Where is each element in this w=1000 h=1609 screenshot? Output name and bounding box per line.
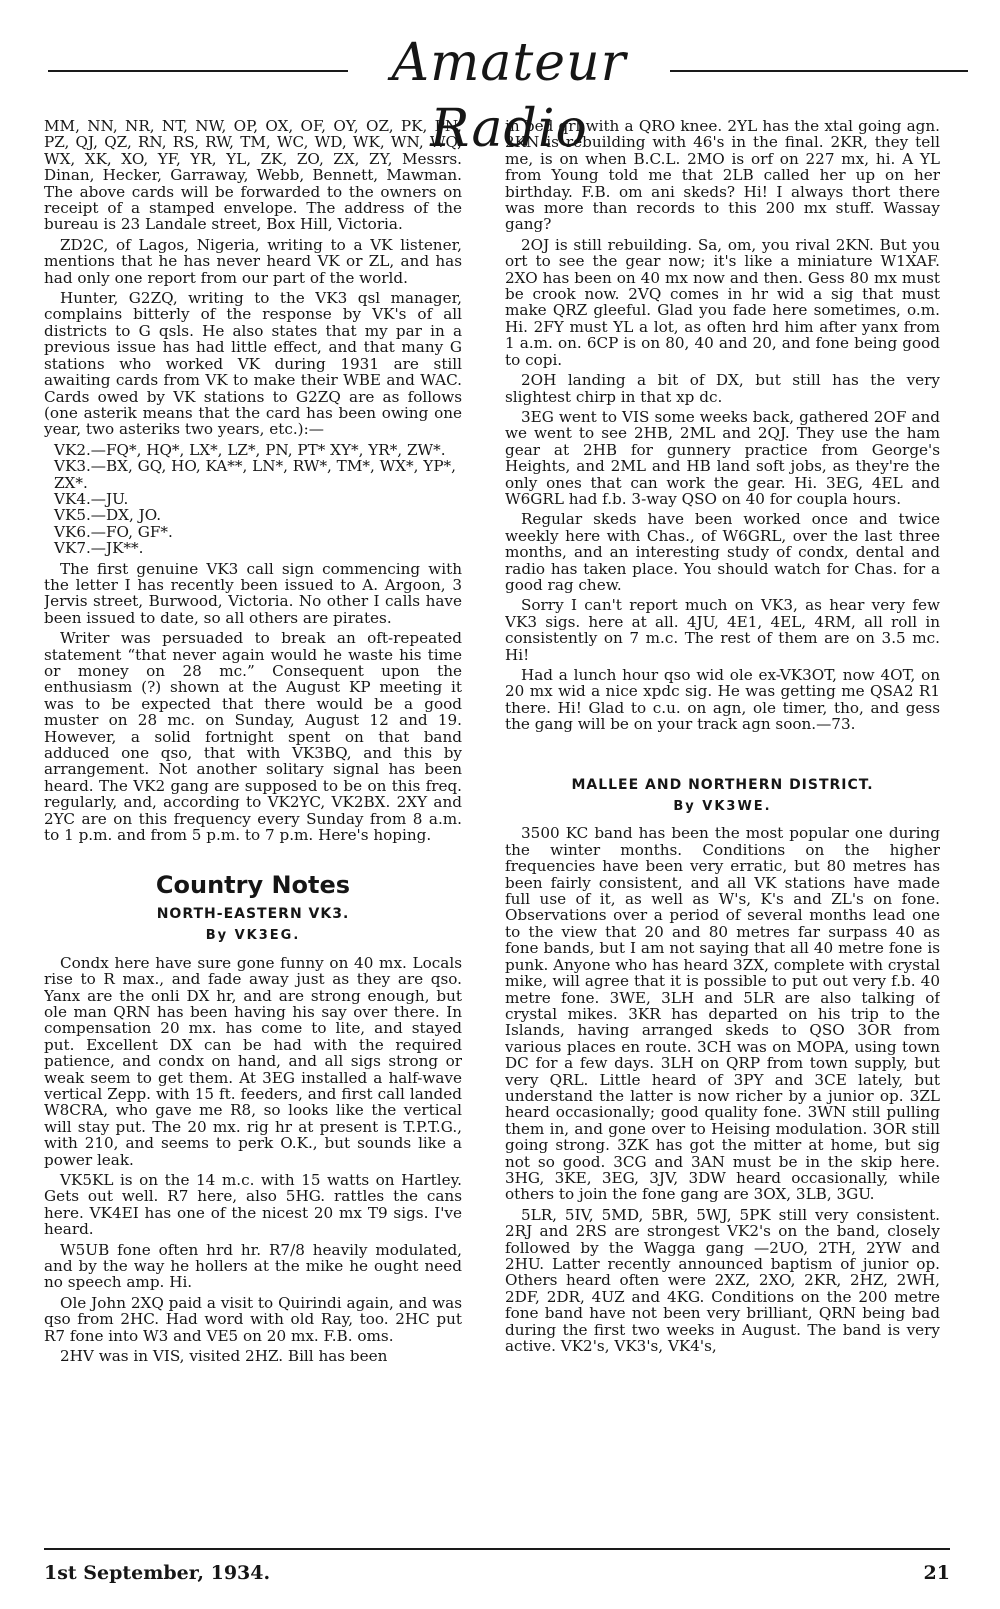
masthead — [48, 30, 968, 159]
owed-cards-line: VK6.—FO, GF*. — [54, 522, 173, 541]
paragraph: ZD2C, of Lagos, Nigeria, writing to a VK listener, mentions that he has never heard VK or ZL, and has had only one report from our part of the world. — [44, 235, 462, 287]
section-heading-north-eastern: NORTH-EASTERN VK3. — [156, 905, 350, 922]
paragraph: VK5KL is on the 14 m.c. with 15 watts on Hartley. Gets out well. R7 here, also 5HG. rattles the cans here. VK4EI has one of the nicest 20 mx T9 sigs. I've heard. — [44, 1170, 462, 1239]
paragraph: in bed qrl with a QRO knee. 2YL has the xtal going agn. 2KN is rebuilding with 46's in the final. 2KR, they tell me, is on when B.C.L. 2MO is orf on 227 mx, hi. A YL from Young told me that 2LB called her up on her birthday. F.B. om ani skeds? Hi! I always thort there was more than records to this 200 mx stuff. Wassay gang? — [505, 118, 940, 234]
byline-vk3eg: By VK3EG. — [205, 928, 301, 944]
paragraph: Hunter, G2ZQ, writing to the VK3 qsl manager, complains bitterly of the response by VK's of all districts to G qsls. He also states that my par in a previous issue has had little effect, and that many G stations who worked VK during 1931 are still awaiting cards from VK to make their WBE and WAC. Cards owed by VK stations to G2ZQ are as follows (one asterik means that the card has been owing one year, two asteriks two years, etc.):— — [44, 289, 462, 439]
right-column — [505, 118, 940, 1546]
country-notes-title: Country Notes — [155, 871, 351, 900]
paragraph: MM, NN, NR, NT, NW, OP, OX, OF, OY, OZ, PK, PN, PZ, QJ, QZ, RN, RS, RW, TM, WC, WD, WK, WN, WQ, WX, XK, XO, YF, YR, YL, ZK, ZO, ZX, ZY, Messrs. Dinan, Hecker, Garraway, Webb, Bennett, Mawman. The above cards will be forwarded to the owners on receipt of a stamped envelope. The address of the bureau is 23 Landale street, Box Hill, Victoria. — [44, 118, 462, 234]
left-column — [44, 118, 462, 1546]
paragraph: Ole John 2XQ paid a visit to Quirindi again, and was qso from 2HC. Had word with old Ray, too. 2HC put R7 fone into W3 and VE5 on 20 mx. F.B. oms. — [44, 1293, 462, 1345]
footer — [44, 1548, 950, 1588]
footer-rule — [44, 1548, 950, 1550]
paragraph: W5UB fone often hrd hr. R7/8 heavily modulated, and by the way he hollers at the mike he ought need no speech amp. Hi. — [44, 1240, 462, 1292]
paragraph: 2OH landing a bit of DX, but still has the very slightest chirp in that xp dc. — [505, 371, 940, 406]
paragraph: Condx here have sure gone funny on 40 mx. Locals rise to R max., and fade away just as they are qso. Yanx are the onli DX hr, and are strong enough, but ole man QRN has been having his say over there. In compensation 20 mx. has come to lite, and stayed put. Excellent DX can be had with the required patience, and condx on hand, and all sigs strong or weak seem to get them. At 3EG installed a half-wave vertical Zepp. with 15 ft. feeders, and first call landed W8CRA, who gave me R8, so looks like the vertical will stay put. The 20 mx. rig hr at present is T.P.T.G., with 210, and seems to perk O.K., but sounds like a power leak. — [44, 953, 462, 1169]
byline-vk3we: By VK3WE. — [673, 799, 772, 815]
masthead-title: Amateur Radio — [391, 33, 627, 159]
section-spacer — [505, 737, 940, 765]
paragraph: Had a lunch hour qso wid ole ex-VK3OT, now 4OT, on 20 mx wid a nice xpdc sig. He was getting me QSA2 R1 there. Hi! Glad to c.u. on agn, ole timer, tho, and gess the gang will be on your track agn soon.—73. — [505, 666, 940, 734]
paragraph: 2HV was in VIS, visited 2HZ. Bill has been — [60, 1347, 388, 1366]
masthead-rule-left — [48, 70, 348, 72]
section-heading-mallee: MALLEE AND NORTHERN DISTRICT. — [571, 776, 874, 793]
masthead-rule-right — [670, 70, 968, 72]
paragraph: Regular skeds have been worked once and twice weekly here with Chas., of W6GRL, over the last three months, and an interesting study of condx, dental and radio has taken place. You should watch for Chas. for a good rag chew. — [505, 510, 940, 594]
page-number: 21 — [923, 1562, 950, 1584]
paragraph: 2OJ is still rebuilding. Sa, om, you rival 2KN. But you ort to see the gear now; it's like a miniature W1XAF. 2XO has been on 40 mx now and then. Gess 80 mx must be crook now. 2VQ comes in hr wid a sig that must make QRZ gleeful. Glad you fade here sometimes, o.m. Hi. 2FY must YL a lot, as often hrd him after yanx from 1 a.m. on. 6CP is on 80, 40 and 20, and fone being good to copi. — [505, 235, 940, 369]
issue-date: 1st September, 1934. — [44, 1562, 271, 1584]
paragraph: Sorry I can't report much on VK3, as hear very few VK3 sigs. here at all. 4JU, 4E1, 4EL, 4RM, all roll in consistently on 7 m.c. The rest of them are on 3.5 mc. Hi! — [505, 596, 940, 664]
owed-cards-line: VK3.—BX, GQ, HO, KA**, LN*, RW*, TM*, WX*, YP*, ZX*. — [54, 457, 456, 492]
paragraph: 3EG went to VIS some weeks back, gathered 2OF and we went to see 2HB, 2ML and 2QJ. They use the ham gear at 2HB for gunnery practice from George's Heights, and 2ML and HB land soft jobs, as they're the only ones that can work the gear. Hi. 3EG, 4EL and W6GRL had f.b. 3-way QSO on 40 for coupla hours. — [505, 407, 940, 508]
paragraph: 3500 KC band has been the most popular one during the winter months. Conditions on the higher frequencies have been very erratic, but 80 metres has been fairly consistent, and all VK stations have made full use of it, as well as W's, K's and ZL's on fone. Observations over a period of several months lead one to the view that 20 and 80 metres far surpass 40 as fone bands, but I am not saying that all 40 metre fone is punk. Anyone who has heard 3ZX, complete with crystal mike, will agree that it is possible to put out very f.b. 40 metre fone. 3WE, 3LH and 5LR are also talking of crystal mikes. 3KR has departed on his trip to the Islands, having arranged skeds to QSO 3OR from various places en route. 3CH was on MOPA, using town DC for a few days. 3LH on QRP from town supply, but very QRL. Little heard of 3PY and 3CE lately, but understand the latter is now richer by a junior op. 3ZL heard occasionally; good quality fone. 3WN still pulling them in, and gone over to Heising modulation. 3OR still going strong. 3ZK has got the mitter at home, but sig not so good. 3CG and 3AN must be in the skip here. 3HG, 3KE, 3EG, 3JV, 3DW heard occasionally, while others to join the fone gang are 3OX, 3LB, 3GU. — [505, 824, 940, 1204]
owed-cards-line: VK2.—FQ*, HQ*, LX*, LZ*, PN, PT* XY*, YR*, ZW*. — [54, 440, 446, 459]
paragraph: The first genuine VK3 call sign commencing with the letter I has recently been issued to A. Argoon, 3 Jervis street, Burwood, Victoria. No other I calls have been issued to date, so all others are pirates. — [44, 559, 462, 627]
owed-cards-line: VK5.—DX, JO. — [54, 506, 162, 525]
owed-cards-line: VK7.—JK**. — [54, 539, 144, 558]
paragraph: Writer was persuaded to break an oft-repeated statement “that never again would he waste his time or money on 28 mc.” Consequent upon the enthusiasm (?) shown at the August KP meeting it was to be expected that there would be a good muster on 28 mc. on Sunday, August 12 and 19. However, a solid fortnight spent on that band adduced one qso, that with VK3BQ, and this by arrangement. Not another solitary signal has been heard. The VK2 gang are supposed to be on this freq. regularly, and, according to VK2YC, VK2BX. 2XY and 2YC are on this frequency every Sunday from 8 a.m. to 1 p.m. and from 5 p.m. to 7 p.m. Here's hoping. — [44, 629, 462, 845]
owed-cards-line: VK4.—JU. — [54, 489, 129, 508]
paragraph: 5LR, 5IV, 5MD, 5BR, 5WJ, 5PK still very consistent. 2RJ and 2RS are strongest VK2's on the band, closely followed by the Wagga gang —2UO, 2TH, 2YW and 2HU. Latter recently announced baptism of junior op. Others heard often were 2XZ, 2XO, 2KR, 2HZ, 2WH, 2DF, 2DR, 4UZ and 4KG. Conditions on the 200 metre fone band have not been very brilliant, QRN being bad during the first two weeks in August. The band is very active. VK2's, VK3's, VK4's, — [505, 1205, 940, 1356]
